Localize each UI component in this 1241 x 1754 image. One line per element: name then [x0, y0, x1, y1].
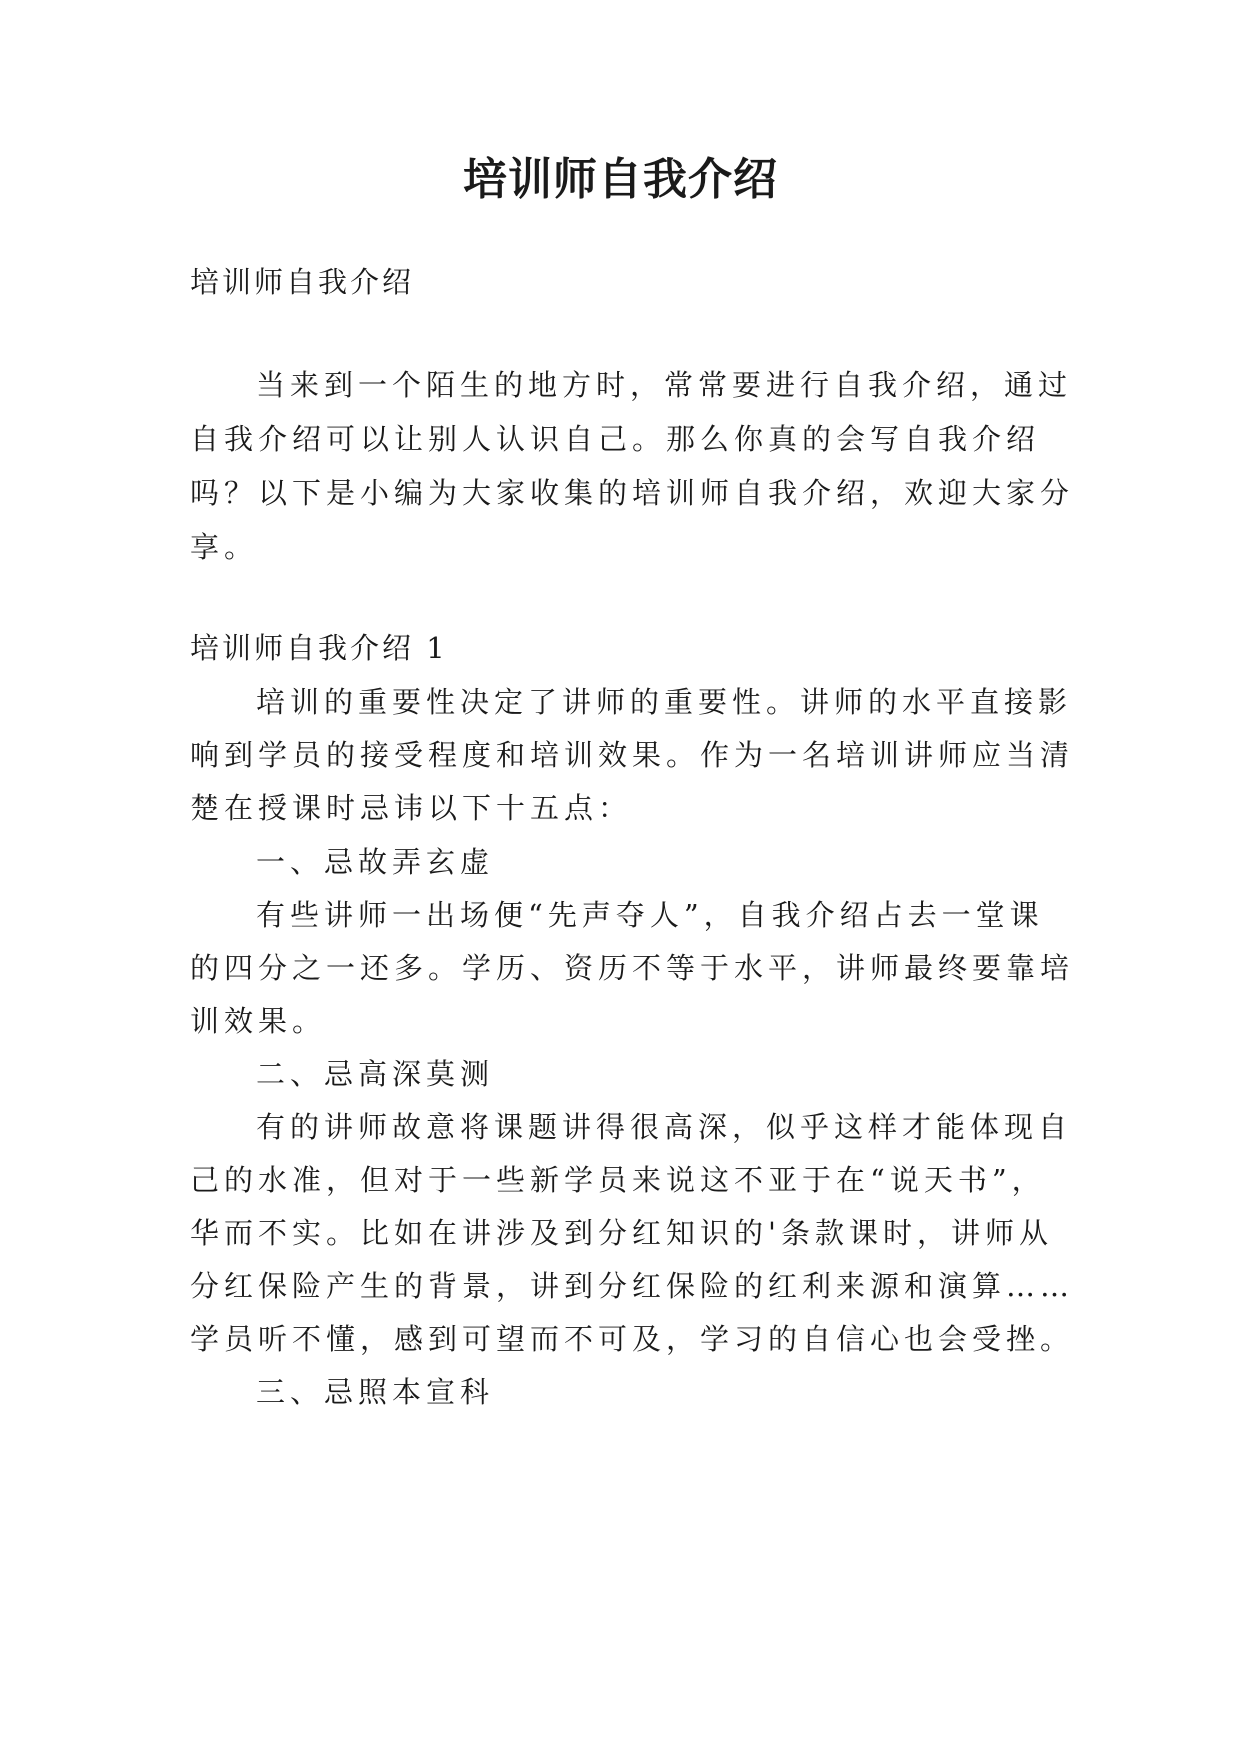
paragraph-line: 己的水准，但对于一些新学员来说这不亚于在“说天书”， [190, 1163, 1046, 1197]
paragraph-line: 的四分之一还多。学历、资历不等于水平，讲师最终要靠培 [190, 951, 1075, 985]
item-heading: 三、忌照本宣科 [256, 1375, 495, 1409]
intro-line: 当来到一个陌生的地方时，常常要进行自我介绍，通过 [256, 368, 1073, 402]
intro-line: 自我介绍可以让别人认识自己。那么你真的会写自我介绍 [190, 422, 1041, 456]
document-subtitle: 培训师自我介绍 [190, 265, 415, 299]
paragraph-line: 响到学员的接受程度和培训效果。作为一名培训讲师应当清 [190, 738, 1075, 772]
section-heading: 培训师自我介绍 1 [190, 631, 448, 665]
paragraph-line: 楚在授课时忌讳以下十五点： [190, 791, 633, 825]
intro-line: 享。 [190, 530, 259, 564]
paragraph-line: 有的讲师故意将课题讲得很高深，似乎这样才能体现自 [256, 1110, 1073, 1144]
item-heading: 一、忌故弄玄虚 [256, 845, 495, 879]
paragraph-line: 分红保险产生的背景，讲到分红保险的红利来源和演算…… [190, 1269, 1075, 1303]
paragraph-line: 有些讲师一出场便“先声夺人”，自我介绍占去一堂课 [256, 898, 1044, 932]
paragraph-line: 培训的重要性决定了讲师的重要性。讲师的水平直接影 [256, 685, 1073, 719]
document-title: 培训师自我介绍 [463, 154, 778, 205]
paragraph-line: 学员听不懂，感到可望而不可及，学习的自信心也会受挫。 [190, 1322, 1075, 1356]
paragraph-line: 华而不实。比如在讲涉及到分红知识的'条款课时，讲师从 [190, 1216, 1053, 1250]
intro-line: 吗？以下是小编为大家收集的培训师自我介绍，欢迎大家分 [190, 476, 1075, 510]
item-heading: 二、忌高深莫测 [256, 1057, 495, 1091]
paragraph-line: 训效果。 [190, 1004, 327, 1038]
